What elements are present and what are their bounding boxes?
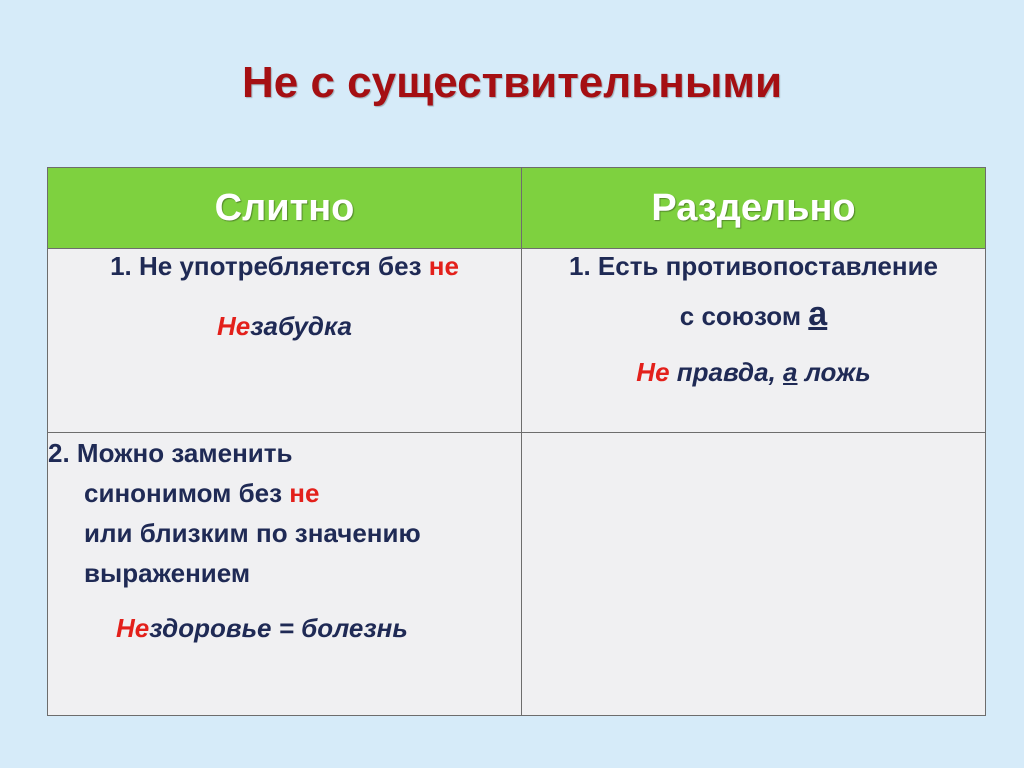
highlight-ne: не <box>289 478 320 508</box>
rule-text-line2: синонимом без не <box>84 478 320 508</box>
example-text: Не правда, а ложь <box>636 357 871 387</box>
rule-text-line1: 2. Можно заменить <box>48 438 293 468</box>
cell-razdelno-empty <box>522 433 986 716</box>
union-a-example: а <box>783 357 798 387</box>
rule-text-line3: или близким по значению <box>84 518 421 548</box>
highlight-ne: Не <box>636 357 670 387</box>
table-row <box>48 249 986 433</box>
example-text: Незабудка <box>217 311 352 341</box>
cell-slitno-rule-1 <box>48 249 522 433</box>
cell-slitno-rule-2 <box>48 433 522 716</box>
rule-text-line4: выражением <box>84 558 251 588</box>
rule-text-line2: с союзом а <box>679 295 828 333</box>
header-row <box>48 168 986 249</box>
rules-table <box>47 167 986 716</box>
highlight-ne: не <box>428 251 459 281</box>
highlight-ne: Не <box>217 311 251 341</box>
table-row <box>48 433 986 716</box>
highlight-ne: Не <box>116 613 150 643</box>
union-a: а <box>808 295 828 333</box>
rule-text: 1. Не употребляется без не <box>110 251 459 281</box>
slide-title: Не с существительными <box>241 58 782 107</box>
header-razdelno: Раздельно <box>522 168 986 249</box>
example-text: Нездоровье = болезнь <box>116 613 408 643</box>
header-slitno: Слитно <box>48 168 522 249</box>
rule-text-line1: 1. Есть противопоставление <box>568 251 939 281</box>
cell-razdelno-rule-1 <box>522 249 986 433</box>
